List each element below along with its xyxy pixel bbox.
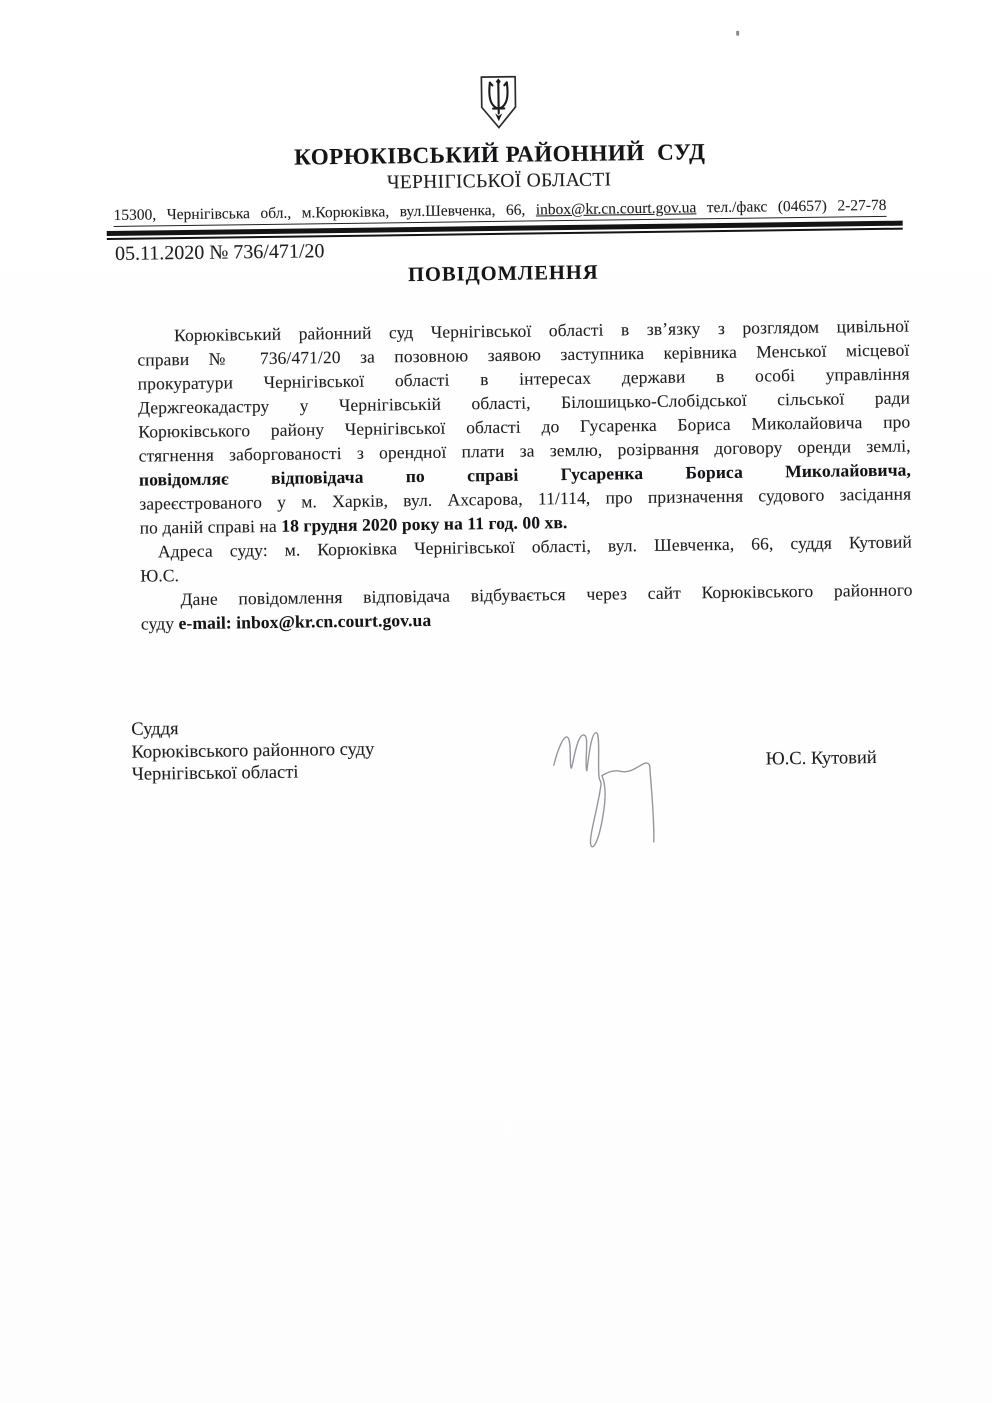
text-segment: по даній справі на: [139, 515, 282, 538]
court-address-text: 15300, Чернігівська обл., м.Корюківка, вул.Шевченка, 66,: [113, 201, 536, 224]
text-segment: стягнення заборгованості з орендної плати за землю, розірвання договору оренди землі,: [138, 435, 911, 466]
court-email-text: inbox@kr.cn.court.gov.ua: [535, 199, 697, 219]
court-name: КОРЮКІВСЬКИЙ РАЙОННИЙ СУД: [294, 139, 706, 170]
text-segment: справи № 736/471/20 за позовною заявою заступника керівника Менської місцевої: [137, 339, 910, 370]
signatory-name: Ю.С. Кутовий: [765, 748, 877, 770]
text-segment: зареєстрованого у м. Харків, вул. Ахсарова, 11/114, про призначення судового засідання: [139, 483, 912, 514]
document-title: ПОВІДОМЛЕННЯ: [407, 261, 599, 287]
text-segment: Дане повідомлення відповідача відбувається через сайт Корюківського районного: [180, 579, 913, 610]
signatory-role-line: Чернігівської області: [131, 762, 299, 785]
text-segment: Корюківський районний суд Чернігівської області в зв’язку з розглядом цивільної: [173, 315, 910, 346]
scan-artifact-speck: [736, 31, 739, 36]
text-segment: Ю.С.: [140, 565, 180, 586]
court-region-line: ЧЕРНІГІСЬКОЇ ОБЛАСТІ: [386, 169, 612, 194]
notice-email: e-mail: inbox@kr.cn.court.gov.ua: [178, 609, 432, 634]
ukraine-trident-emblem: [476, 74, 522, 133]
handwritten-signature: [543, 718, 669, 862]
hearing-date-time: 18 грудня 2020 року на 11 год. 00 хв.: [281, 512, 568, 536]
text-segment: суду: [140, 613, 179, 634]
court-phone-text: тел./факс (04657) 2-27-78: [696, 196, 887, 217]
text-segment: повідомляє відповідача по справі Гусаренка Бориса Миколайовича,: [138, 459, 912, 490]
signatory-role-line: Корюківського районного суду: [131, 739, 375, 763]
reference-number-line: 05.11.2020 № 736/471/20: [114, 240, 325, 265]
notice-body: [137, 314, 913, 636]
text-segment: прокуратури Чернігівської області в інтересах держави в особі управління: [137, 363, 910, 394]
signatory-role-block: [131, 716, 375, 787]
text-segment: Адреса суду: м. Корюківка Чернігівської області, вул. Шевченка, 66, суддя Кутовий: [157, 531, 912, 562]
text-segment: Держгеокадастру у Чернігівській області, Білошицько-Слобідської сільської ради: [137, 387, 911, 418]
signatory-role-line: Суддя: [131, 719, 179, 740]
text-segment: Корюківського району Чернігівської області до Гусаренка Бориса Миколайовича про: [138, 411, 911, 442]
